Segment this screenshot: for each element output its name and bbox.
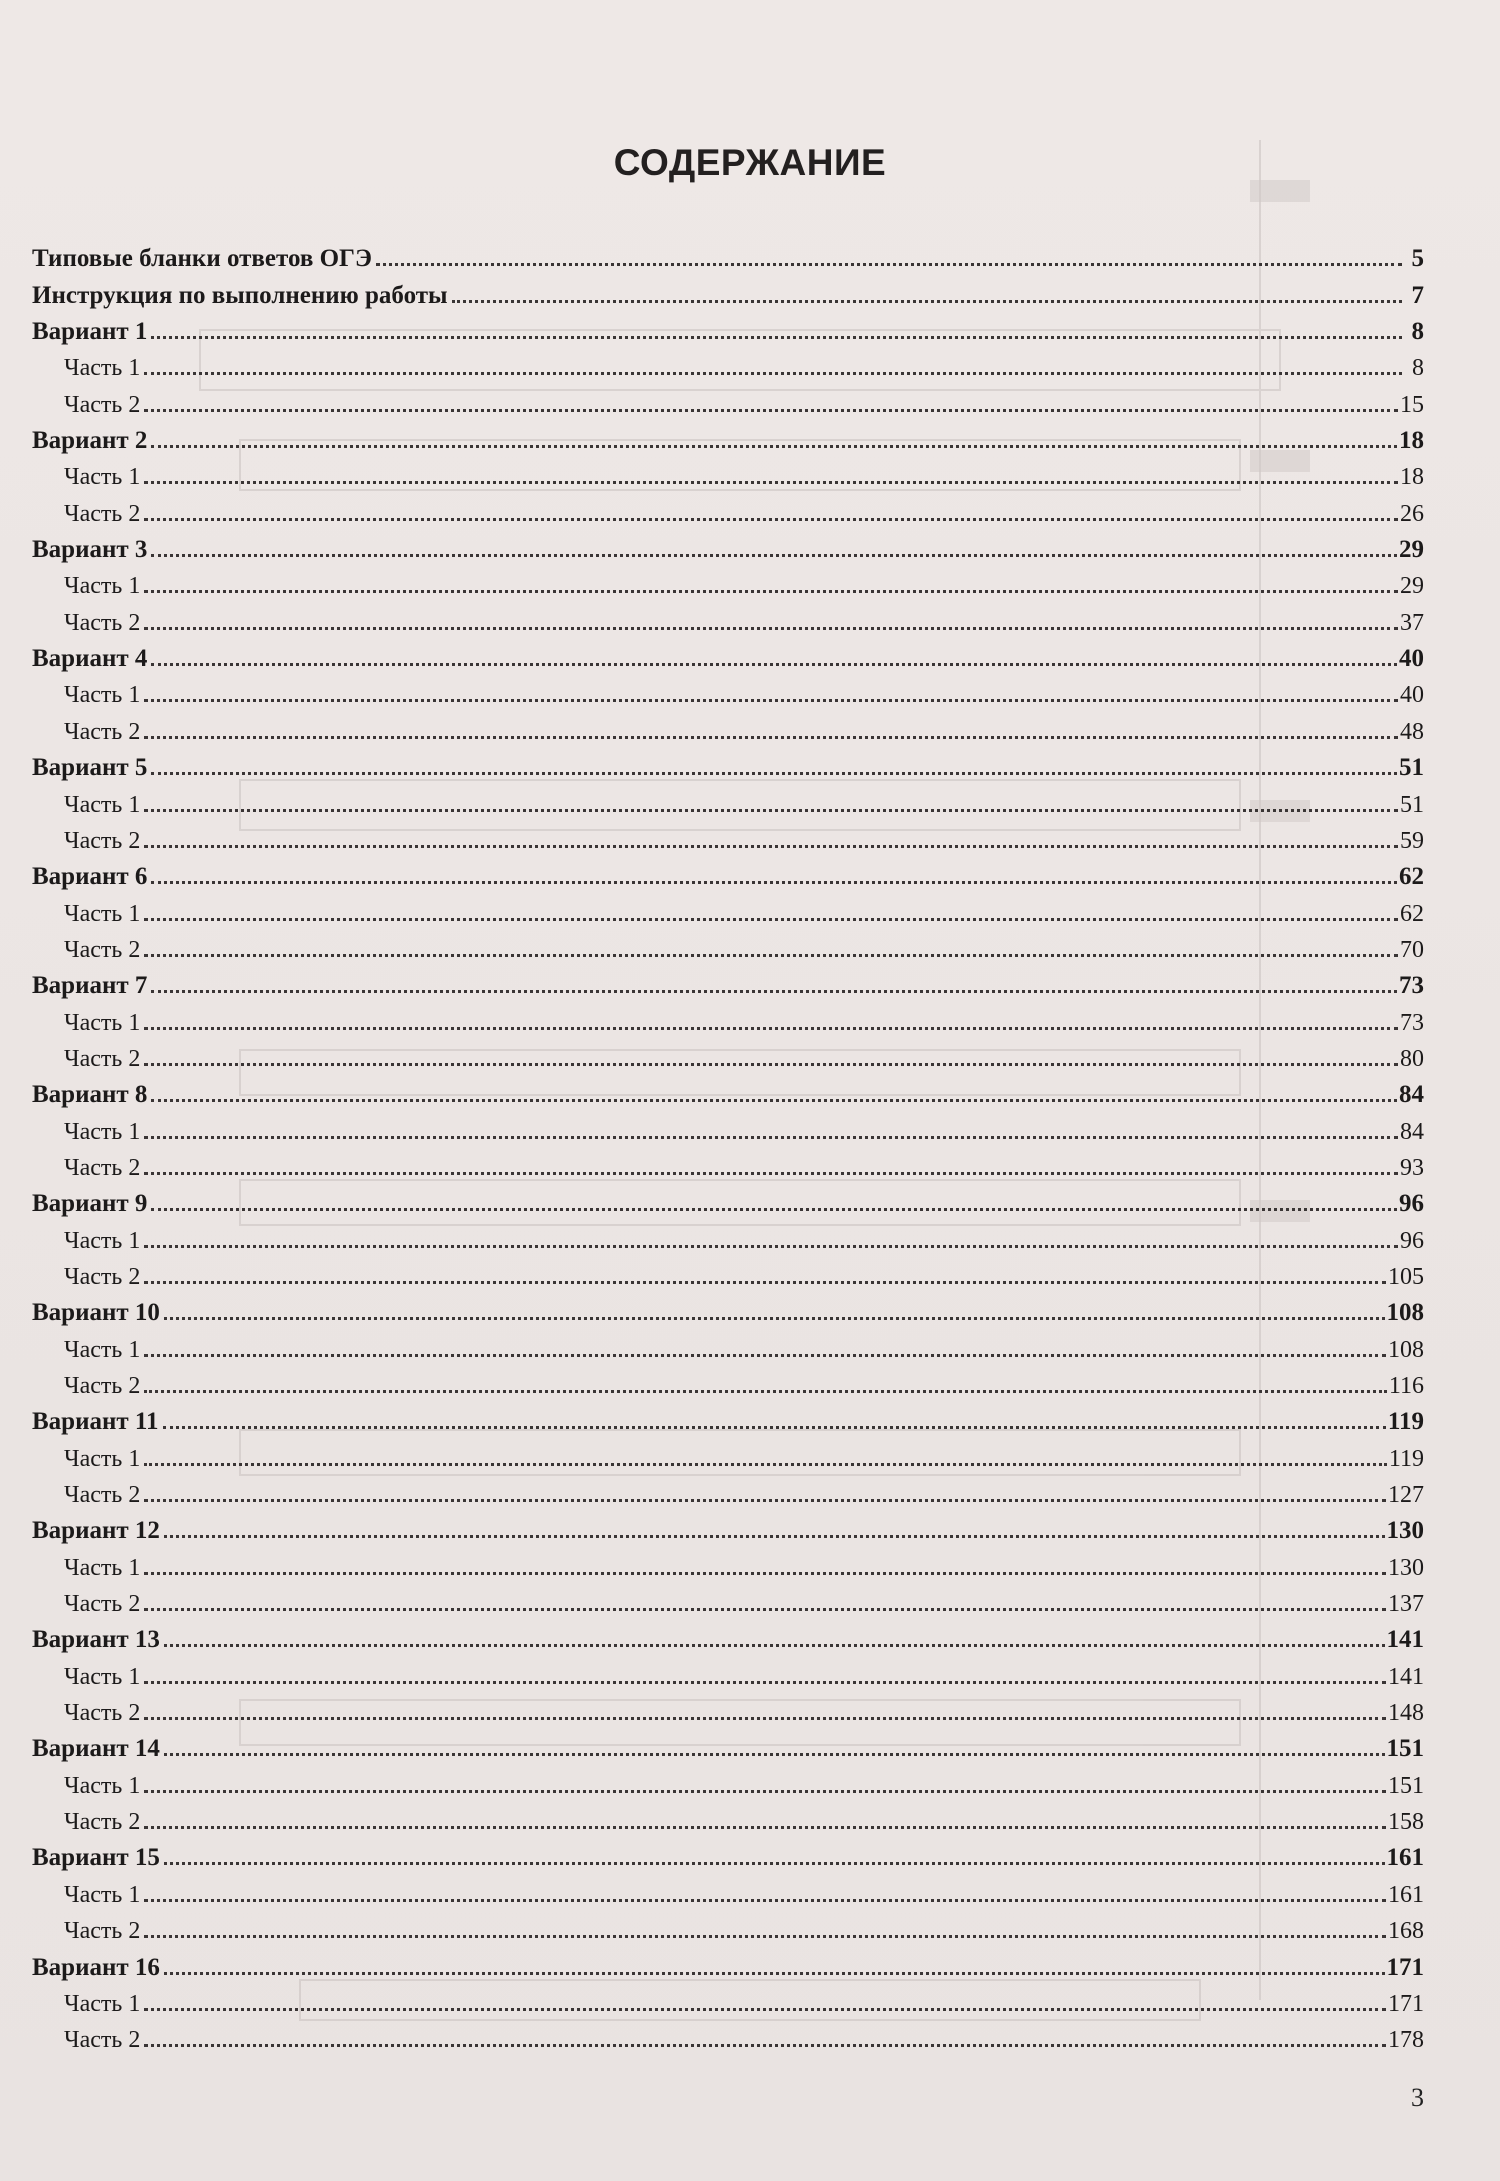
toc-entry-page: 29 (1400, 573, 1424, 600)
dot-leader (376, 263, 1402, 266)
toc-section-entry (32, 1071, 1424, 1107)
toc-entry-label: Часть 1 (64, 1881, 141, 1908)
toc-entry-page: 119 (1388, 1445, 1424, 1472)
toc-subsection-entry (32, 1580, 1424, 1616)
dot-leader (144, 1935, 1386, 1938)
toc-subsection-entry (32, 453, 1424, 489)
toc-entry-label: Часть 2 (64, 827, 141, 854)
dot-leader (151, 445, 1397, 448)
toc-subsection-entry (32, 562, 1424, 598)
toc-entry-label: Вариант 13 (32, 1626, 160, 1654)
toc-entry-label: Вариант 5 (32, 754, 148, 782)
toc-entry-label: Часть 2 (64, 1918, 141, 1945)
dot-leader (164, 1972, 1385, 1975)
toc-subsection-entry (32, 1543, 1424, 1579)
toc-entry-label: Часть 2 (64, 718, 141, 745)
toc-entry-label: Часть 1 (64, 1445, 141, 1472)
toc-section-entry (32, 853, 1424, 889)
toc-entry-label: Часть 2 (64, 1809, 141, 1836)
toc-subsection-entry (32, 1652, 1424, 1688)
toc-entry-page: 158 (1388, 1809, 1424, 1836)
toc-entry-label: Инструкция по выполнению работы (32, 281, 448, 309)
dot-leader (144, 1281, 1386, 1284)
toc-subsection-entry (32, 1980, 1424, 2016)
dot-leader (144, 1463, 1387, 1466)
dot-leader (144, 1717, 1386, 1720)
toc-entry-page: 5 (1411, 245, 1424, 273)
dot-leader (144, 1390, 1387, 1393)
dot-leader (164, 1862, 1385, 1865)
toc-entry-label: Часть 1 (64, 682, 141, 709)
toc-entry-page: 148 (1388, 1700, 1424, 1727)
toc-subsection-entry (32, 780, 1424, 816)
toc-entry-label: Вариант 7 (32, 972, 148, 1000)
toc-entry-label: Вариант 9 (32, 1190, 148, 1218)
toc-entry-label: Часть 2 (64, 936, 141, 963)
toc-entry-page: 73 (1399, 972, 1424, 1000)
toc-entry-page: 18 (1399, 427, 1424, 455)
toc-entry-page: 130 (1388, 1554, 1424, 1581)
toc-entry-page: 168 (1388, 1918, 1424, 1945)
dot-leader (144, 1790, 1386, 1793)
dot-leader (164, 1535, 1385, 1538)
toc-entry-page: 48 (1400, 718, 1424, 745)
toc-entry-page: 108 (1386, 1299, 1424, 1327)
toc-entry-page: 62 (1400, 900, 1424, 927)
toc-entry-label: Часть 1 (64, 1772, 141, 1799)
toc-entry-label: Вариант 14 (32, 1735, 160, 1763)
toc-entry-page: 62 (1399, 863, 1424, 891)
toc-section-entry (32, 744, 1424, 780)
dot-leader (144, 1681, 1386, 1684)
dot-leader (164, 1644, 1385, 1647)
toc-subsection-entry (32, 1689, 1424, 1725)
toc-entry-label: Часть 2 (64, 1045, 141, 1072)
dot-leader (452, 300, 1402, 303)
page-number: 3 (1411, 2083, 1424, 2112)
toc-subsection-entry (32, 344, 1424, 380)
toc-entry-label: Часть 1 (64, 355, 141, 382)
toc-entry-label: Часть 2 (64, 1373, 141, 1399)
toc-entry-page: 105 (1388, 1263, 1424, 1290)
toc-entry-page: 127 (1388, 1482, 1424, 1509)
toc-entry-label: Вариант 10 (32, 1299, 160, 1327)
toc-entry-label: Часть 1 (64, 1663, 141, 1690)
toc-subsection-entry (32, 998, 1424, 1034)
dot-leader (164, 1753, 1385, 1756)
toc-subsection-entry (32, 671, 1424, 707)
toc-entry-label: Вариант 16 (32, 1953, 160, 1981)
dot-leader (144, 845, 1398, 848)
dot-leader (144, 481, 1398, 484)
toc-entry-page: 40 (1400, 682, 1424, 709)
toc-subsection-entry (32, 1035, 1424, 1071)
toc-entry-page: 137 (1388, 1591, 1424, 1618)
toc-entry-label: Часть 1 (64, 1554, 141, 1581)
dot-leader (144, 1027, 1398, 1030)
dot-leader (144, 2008, 1386, 2011)
dot-leader (144, 372, 1402, 375)
toc-entry-label: Часть 2 (64, 1482, 141, 1509)
toc-entry-page: 141 (1388, 1663, 1424, 1690)
toc-entry-label: Часть 1 (64, 1227, 141, 1254)
toc-subsection-entry (32, 1907, 1424, 1943)
dot-leader (144, 1172, 1398, 1175)
dot-leader (144, 736, 1398, 739)
toc-entry-page: 80 (1400, 1045, 1424, 1072)
table-of-contents (32, 235, 1424, 2052)
dot-leader (144, 954, 1398, 957)
dot-leader (144, 1499, 1386, 1502)
toc-entry-page: 18 (1400, 464, 1424, 491)
toc-entry-label: Вариант 2 (32, 427, 148, 455)
toc-entry-label: Вариант 8 (32, 1081, 148, 1109)
toc-subsection-entry (32, 1144, 1424, 1180)
toc-subsection-entry (32, 1325, 1424, 1361)
toc-section-entry (32, 1289, 1424, 1325)
dot-leader (144, 1572, 1386, 1575)
toc-section-entry (32, 526, 1424, 562)
toc-section-entry (32, 635, 1424, 671)
dot-leader (151, 1099, 1397, 1102)
toc-section-entry (32, 271, 1424, 307)
dot-leader (144, 809, 1398, 812)
toc-entry-label: Типовые бланки ответов ОГЭ (32, 245, 372, 273)
toc-entry-label: Часть 2 (64, 1263, 141, 1290)
toc-entry-label: Вариант 6 (32, 863, 148, 891)
toc-entry-label: Часть 2 (64, 609, 141, 636)
toc-entry-page: 171 (1388, 1990, 1424, 2017)
dot-leader (151, 663, 1397, 666)
toc-section-entry (32, 235, 1424, 271)
toc-entry-page: 178 (1388, 2027, 1424, 2054)
toc-entry-label: Часть 1 (64, 900, 141, 927)
dot-leader (144, 1899, 1386, 1902)
dot-leader (164, 1317, 1385, 1320)
toc-entry-page: 151 (1388, 1772, 1424, 1799)
toc-subsection-entry (32, 1253, 1424, 1289)
toc-entry-page: 70 (1400, 936, 1424, 963)
dot-leader (151, 1208, 1397, 1211)
toc-entry-page: 51 (1399, 754, 1424, 782)
toc-entry-page: 51 (1400, 791, 1424, 818)
toc-section-entry (32, 1616, 1424, 1652)
toc-entry-label: Часть 1 (64, 1336, 141, 1363)
dot-leader (151, 772, 1397, 775)
toc-subsection-entry (32, 707, 1424, 743)
dot-leader (144, 1136, 1398, 1139)
toc-entry-label: Часть 1 (64, 464, 141, 491)
toc-subsection-entry (32, 1798, 1424, 1834)
toc-section-entry (32, 1507, 1424, 1543)
toc-section-entry (32, 1725, 1424, 1761)
toc-subsection-entry (32, 2016, 1424, 2052)
dot-leader (144, 627, 1398, 630)
dot-leader (144, 1354, 1386, 1357)
toc-subsection-entry (32, 1434, 1424, 1470)
toc-entry-page: 161 (1386, 1844, 1424, 1872)
toc-entry-label: Часть 1 (64, 1990, 141, 2017)
toc-entry-label: Вариант 11 (32, 1408, 159, 1436)
toc-section-entry (32, 417, 1424, 453)
dot-leader (144, 518, 1398, 521)
toc-entry-page: 84 (1399, 1081, 1424, 1109)
dot-leader (151, 881, 1397, 884)
toc-section-entry (32, 1180, 1424, 1216)
toc-entry-label: Часть 2 (64, 2027, 141, 2054)
toc-entry-label: Вариант 3 (32, 536, 148, 564)
toc-entry-page: 7 (1411, 281, 1424, 309)
toc-section-entry (32, 308, 1424, 344)
toc-entry-label: Часть 2 (64, 391, 141, 418)
toc-subsection-entry (32, 1362, 1424, 1398)
toc-subsection-entry (32, 889, 1424, 925)
toc-entry-label: Часть 2 (64, 1154, 141, 1181)
toc-entry-page: 73 (1400, 1009, 1424, 1036)
dot-leader (144, 1826, 1386, 1829)
toc-subsection-entry (32, 926, 1424, 962)
toc-entry-page: 26 (1400, 500, 1424, 527)
page-title: СОДЕРЖАНИЕ (613, 142, 887, 183)
toc-entry-page: 93 (1400, 1154, 1424, 1181)
toc-subsection-entry (32, 380, 1424, 416)
dot-leader (151, 336, 1402, 339)
toc-entry-page: 151 (1386, 1735, 1424, 1763)
toc-entry-label: Часть 1 (64, 573, 141, 600)
toc-subsection-entry (32, 1870, 1424, 1906)
toc-subsection-entry (32, 1761, 1424, 1797)
toc-entry-page: 108 (1388, 1336, 1424, 1363)
dot-leader (144, 590, 1398, 593)
dot-leader (144, 1608, 1386, 1611)
toc-entry-label: Вариант 1 (32, 318, 148, 346)
toc-entry-page: 116 (1388, 1373, 1424, 1399)
toc-entry-label: Часть 2 (64, 500, 141, 527)
toc-entry-page: 130 (1386, 1517, 1424, 1545)
toc-entry-page: 15 (1400, 391, 1424, 418)
toc-entry-page: 141 (1386, 1626, 1424, 1654)
toc-entry-page: 161 (1388, 1881, 1424, 1908)
toc-entry-label: Вариант 12 (32, 1517, 160, 1545)
toc-entry-page: 59 (1400, 827, 1424, 854)
toc-entry-label: Часть 1 (64, 1009, 141, 1036)
toc-entry-page: 8 (1411, 318, 1424, 346)
toc-entry-page: 40 (1399, 645, 1424, 673)
toc-entry-label: Часть 2 (64, 1700, 141, 1727)
toc-subsection-entry (32, 1107, 1424, 1143)
toc-entry-page: 119 (1387, 1408, 1424, 1436)
dot-leader (144, 2044, 1386, 2047)
dot-leader (144, 409, 1398, 412)
toc-entry-label: Часть 1 (64, 791, 141, 818)
toc-subsection-entry (32, 489, 1424, 525)
toc-section-entry (32, 1834, 1424, 1870)
toc-entry-page: 96 (1399, 1190, 1424, 1218)
toc-subsection-entry (32, 1471, 1424, 1507)
toc-section-entry (32, 1398, 1424, 1434)
toc-entry-page: 96 (1400, 1227, 1424, 1254)
toc-entry-page: 171 (1386, 1953, 1424, 1981)
dot-leader (144, 918, 1398, 921)
dot-leader (151, 990, 1397, 993)
toc-entry-page: 29 (1399, 536, 1424, 564)
toc-entry-page: 37 (1400, 609, 1424, 636)
dot-leader (144, 699, 1398, 702)
toc-entry-label: Вариант 4 (32, 645, 148, 673)
toc-section-entry (32, 1943, 1424, 1979)
toc-entry-label: Часть 1 (64, 1118, 141, 1145)
toc-entry-page: 8 (1412, 355, 1424, 382)
toc-subsection-entry (32, 817, 1424, 853)
toc-entry-label: Вариант 15 (32, 1844, 160, 1872)
dot-leader (144, 1245, 1398, 1248)
dot-leader (144, 1063, 1398, 1066)
toc-section-entry (32, 962, 1424, 998)
toc-subsection-entry (32, 1216, 1424, 1252)
toc-entry-page: 84 (1400, 1118, 1424, 1145)
dot-leader (151, 554, 1397, 557)
dot-leader (163, 1426, 1386, 1429)
toc-entry-label: Часть 2 (64, 1591, 141, 1618)
toc-subsection-entry (32, 598, 1424, 634)
